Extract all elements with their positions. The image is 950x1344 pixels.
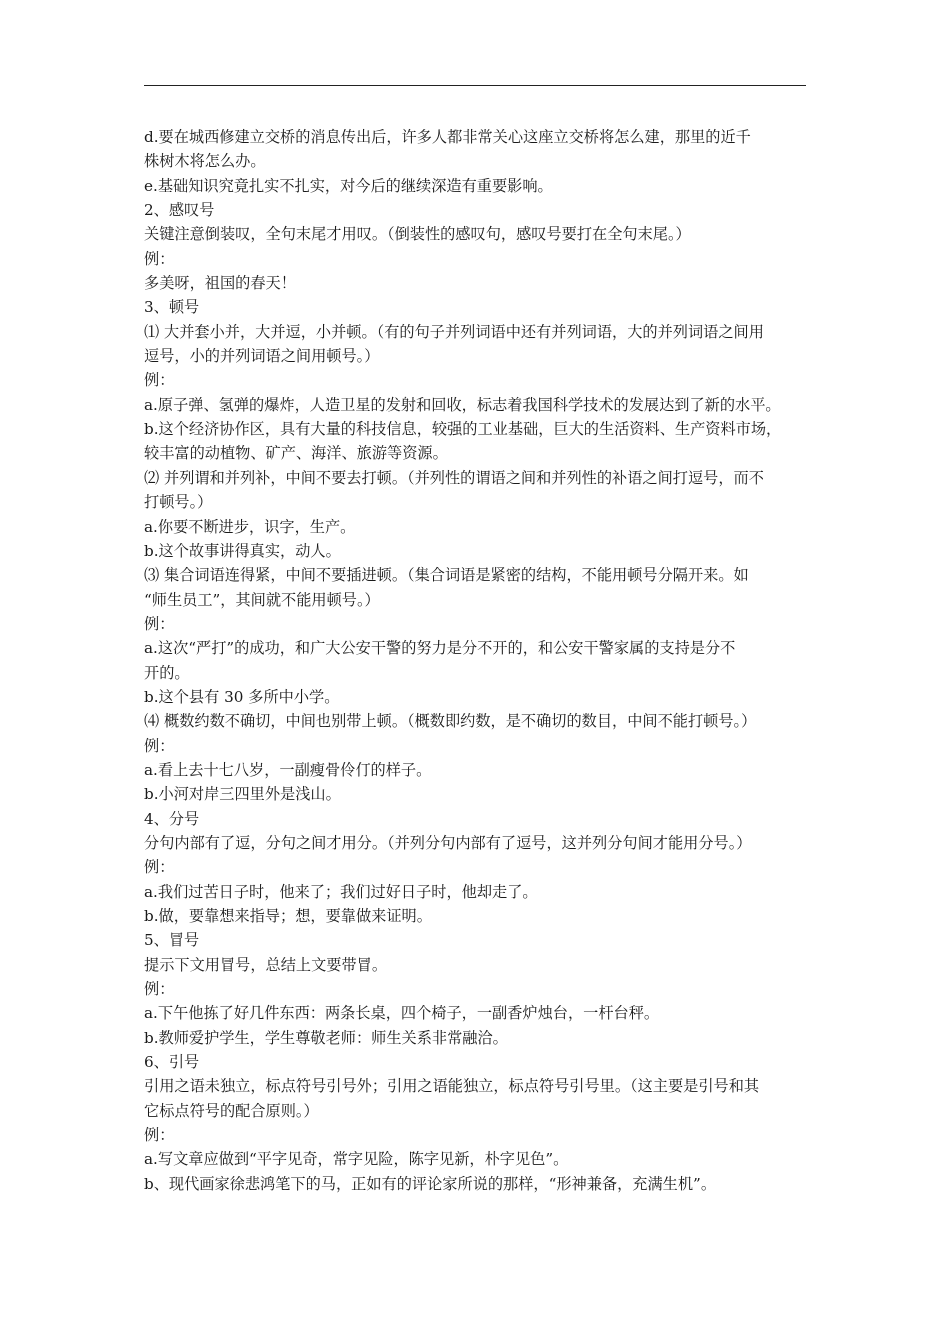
text-line: 逗号，小的并列词语之间用顿号。）: [144, 347, 380, 366]
text-line: 开的。: [144, 663, 190, 682]
text-line: a.原子弹、氢弹的爆炸，人造卫星的发射和回收，标志着我国科学技术的发展达到了新的水平。: [144, 395, 781, 414]
text-line: 打顿号。）: [144, 493, 213, 512]
text-line: b.这个经济协作区，具有大量的科技信息，较强的工业基础，巨大的生活资料、生产资料市场，: [144, 420, 782, 439]
document-body: [144, 125, 812, 1196]
text-line: 例：: [144, 858, 175, 877]
text-line: 例：: [144, 371, 175, 390]
text-line: a.看上去十七八岁，一副瘦骨伶仃的样子。: [144, 760, 432, 779]
text-line: 例：: [144, 249, 175, 268]
text-line: ⑶ 集合词语连得紧，中间不要插进顿。（集合词语是紧密的结构，不能用顿号分隔开来。如: [144, 566, 749, 585]
text-line: 分句内部有了逗，分句之间才用分。（并列分句内部有了逗号，这并列分句间才能用分号。）: [144, 833, 752, 852]
text-line: 4、分号: [144, 809, 200, 828]
header-rule: [144, 85, 806, 86]
text-line: ⑴ 大并套小并，大并逗，小并顿。（有的句子并列词语中还有并列词语，大的并列词语之间用: [144, 322, 764, 341]
text-line: 例：: [144, 614, 175, 633]
text-line: 5、冒号: [144, 931, 200, 950]
text-line: 2、感叹号: [144, 201, 215, 220]
text-line: a.下午他拣了好几件东西：两条长桌，四个椅子，一副香炉烛台，一杆台秤。: [144, 1004, 660, 1023]
text-line: 引用之语未独立，标点符号引号外；引用之语能独立，标点符号引号里。（这主要是引号和其: [144, 1077, 760, 1096]
text-line: a.你要不断进步，识字，生产。: [144, 517, 356, 536]
text-line: 较丰富的动植物、矿产、海洋、旅游等资源。: [144, 444, 448, 463]
text-line: b、现代画家徐悲鸿笔下的马，正如有的评论家所说的那样，“形神兼备，充满生机”。: [144, 1174, 717, 1193]
text-line: 株树木将怎么办。: [144, 152, 266, 171]
text-line: 它标点符号的配合原则。）: [144, 1101, 319, 1120]
text-line: b.做，要靠想来指导；想，要靠做来证明。: [144, 907, 432, 925]
text-line: ⑵ 并列谓和并列补，中间不要去打顿。（并列性的谓语之间和并列性的补语之间打逗号，而不: [144, 468, 764, 487]
text-line: 例：: [144, 1126, 175, 1145]
text-line: 例：: [144, 980, 175, 999]
text-line: a.这次“严打”的成功，和广大公安干警的努力是分不开的，和公安干警家属的支持是分不: [144, 639, 736, 658]
text-line: 3、顿号: [144, 298, 200, 317]
text-line: e.基础知识究竟扎实不扎实，对今后的继续深造有重要影响。: [144, 176, 553, 195]
text-line: 提示下文用冒号，总结上文要带冒。: [144, 955, 387, 974]
text-line: d.要在城西修建立交桥的消息传出后，许多人都非常关心这座立交桥将怎么建，那里的近千: [144, 128, 751, 146]
text-line: ⑷ 概数约数不确切，中间也别带上顿。（概数即约数，是不确切的数目，中间不能打顿号。）: [144, 712, 757, 731]
text-line: 多美呀，祖国的春天！: [144, 274, 296, 293]
text-line: b.小河对岸三四里外是浅山。: [144, 785, 341, 804]
text-line: a.我们过苦日子时，他来了；我们过好日子时，他却走了。: [144, 882, 538, 901]
text-line: b.这个县有 30 多所中小学。: [144, 687, 340, 706]
text-line: b.教师爱护学生，学生尊敬老师：师生关系非常融洽。: [144, 1028, 508, 1047]
text-line: a.写文章应做到“平字见奇，常字见险，陈字见新，朴字见色”。: [144, 1150, 569, 1169]
text-line: 6、引号: [144, 1053, 200, 1072]
text-line: 关键注意倒装叹，全句末尾才用叹。（倒装性的感叹句，感叹号要打在全句末尾。）: [144, 225, 691, 244]
text-line: b.这个故事讲得真实，动人。: [144, 541, 341, 560]
text-line: “师生员工”，其间就不能用顿号。）: [144, 590, 380, 609]
text-line: 例：: [144, 736, 175, 755]
